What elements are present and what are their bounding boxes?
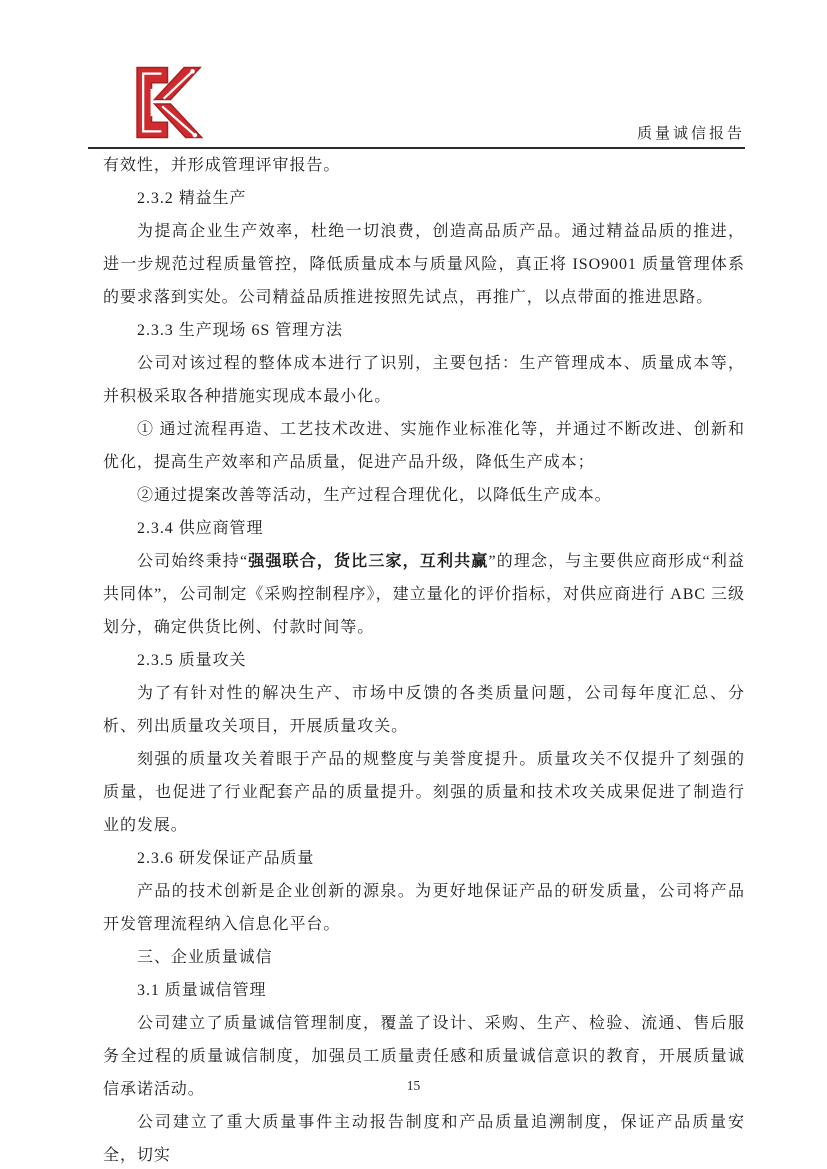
paragraph-rd-quality: 产品的技术创新是企业创新的源泉。为更好地保证产品的研发质量，公司将产品开发管理流程纳入信息化平台。 [103, 883, 745, 933]
logo-lower-trace-dot [193, 133, 198, 138]
paragraph-incident-reporting: 公司建立了重大质量事件主动报告制度和产品质量追溯制度，保证产品质量安全，切实 [103, 1114, 745, 1164]
supplier-motto-bold: 强强联合，货比三家，互利共赢 [248, 553, 489, 570]
logo-upper-trace-dot [190, 69, 195, 74]
section-heading-2-3-2: 2.3.2 精益生产 [137, 190, 247, 207]
paragraph-supplier-management [103, 545, 745, 644]
supplier-text-suffix: ”的理念，与主要供应商形成“利益共同体”，公司制定《采购控制程序》，建立量化的评价指标，对供应商进行 ABC 三级划分，确定供货比例、付款时间等。 [103, 553, 745, 636]
paragraph-quality-tackling-1: 为了有针对性的解决生产、市场中反馈的各类质量问题，公司每年度汇总、分析、列出质量攻关项目，开展质量攻关。 [103, 685, 745, 735]
paragraph-integrity-system: 公司建立了质量诚信管理制度，覆盖了设计、采购、生产、检验、流通、售后服务全过程的质量诚信制度，加强员工质量责任感和质量诚信意识的教育，开展质量诚信承诺活动。 [103, 1015, 745, 1098]
paragraph-cost-identification: 公司对该过程的整体成本进行了识别，主要包括：生产管理成本、质量成本等，并积极采取各种措施实现成本最小化。 [103, 355, 745, 405]
paragraph-quality-tackling-2: 刻强的质量攻关着眼于产品的规整度与美誉度提升。质量攻关不仅提升了刻强的质量，也促进了行业配套产品的质量提升。刻强的质量和技术攻关成果促进了制造行业的发展。 [103, 751, 745, 834]
header-report-title: 质量诚信报告 [636, 126, 745, 142]
company-logo-k-icon [131, 63, 207, 142]
paragraph-item-2: ②通过提案改善等活动，生产过程合理优化，以降低生产成本。 [137, 487, 612, 504]
section-heading-2-3-5: 2.3.5 质量攻关 [137, 652, 247, 669]
paragraph-lean-production: 为提高企业生产效率，杜绝一切浪费，创造高品质产品。通过精益品质的推进，进一步规范过程质量管控，降低质量成本与质量风险，真正将 ISO9001 质量管理体系的要求落到实处。公司精益品质推进按照先试点，再推广，以点带面的推进思路。 [103, 223, 745, 306]
section-heading-3: 三、企业质量诚信 [137, 949, 273, 966]
page-number: 15 [406, 1078, 421, 1093]
section-heading-3-1: 3.1 质量诚信管理 [137, 982, 267, 999]
section-heading-2-3-4: 2.3.4 供应商管理 [137, 520, 264, 537]
section-heading-2-3-6: 2.3.6 研发保证产品质量 [137, 850, 315, 867]
document-body [103, 149, 745, 1169]
section-heading-2-3-3: 2.3.3 生产现场 6S 管理方法 [137, 322, 343, 339]
body-line-continuation: 有效性，并形成管理评审报告。 [103, 157, 341, 174]
supplier-text-prefix: 公司始终秉持“ [137, 553, 249, 570]
paragraph-item-1: ① 通过流程再造、工艺技术改进、实施作业标准化等，并通过不断改进、创新和优化，提高生产效率和产品质量，促进产品升级，降低生产成本； [103, 421, 745, 471]
